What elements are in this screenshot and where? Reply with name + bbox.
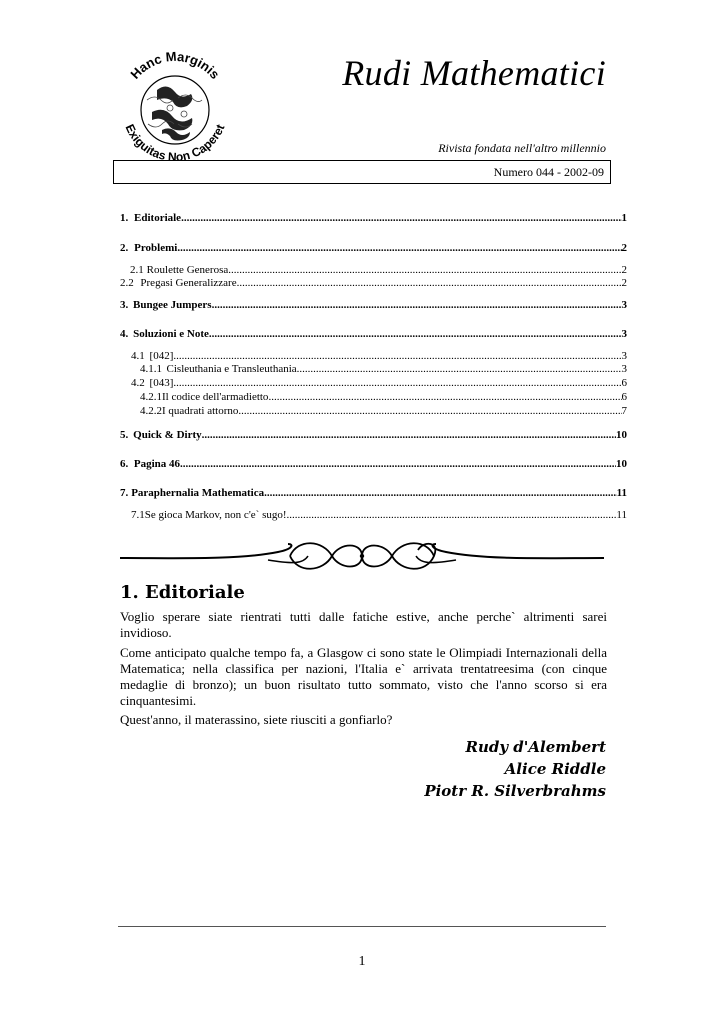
- toc-entry[interactable]: 4.2.1 Il codice dell'armadietto ..... 6: [120, 391, 627, 403]
- svg-text:Hanc Marginis: Hanc Marginis: [127, 50, 223, 82]
- signature-author: Piotr R. Silverbrahms: [424, 782, 606, 800]
- paragraph: Come anticipato qualche tempo fa, a Glasgow ci sono state le Olimpiadi Internazionali della Matematica; nella classifica per nazioni, l'Italia e` arrivata trentatreesima (con cinque medaglie di bronzo); un buon risultato tutto sommato, visto che l'anno scorso si era cinquantesimi.: [120, 645, 607, 708]
- toc-entry[interactable]: 1. Editoriale ..... 1: [120, 212, 627, 224]
- page-number: 1: [358, 954, 366, 969]
- toc-entry[interactable]: 4. Soluzioni e Note ..... 3: [120, 328, 627, 340]
- toc-entry[interactable]: 7. Paraphernalia Mathematica ..... 11: [120, 487, 627, 499]
- toc-entry[interactable]: 2. Problemi ..... 2: [120, 242, 627, 254]
- signature-author: Rudy d'Alembert: [465, 738, 606, 756]
- toc-entry[interactable]: 4.2.2 I quadrati attorno ..... 7: [120, 405, 627, 417]
- toc-entry[interactable]: 2.2 Pregasi Generalizzare ..... 2: [120, 277, 627, 289]
- issue-box: [113, 160, 611, 184]
- svg-text:Exiguitas Non Caperet: Exiguitas Non Caperet: [122, 122, 228, 165]
- issue-number: Numero 044 - 2002-09: [493, 165, 604, 179]
- toc-entry[interactable]: 4.1 [042] ..... 3: [120, 350, 627, 362]
- toc-entry[interactable]: 4.2 [043] ..... 6: [120, 377, 627, 389]
- footer-rule: [118, 926, 606, 927]
- toc-entry[interactable]: 7.1 Se gioca Markov, non c'e` sugo! ..... 11: [120, 509, 627, 521]
- signature-author: Alice Riddle: [504, 760, 606, 778]
- flourish-icon: [118, 534, 606, 578]
- toc-entry[interactable]: 2.1 Roulette Generosa ..... 2: [120, 264, 627, 276]
- toc-entry[interactable]: 5. Quick & Dirty ..... 10: [120, 429, 627, 441]
- paragraph: Voglio sperare siate rientrati tutti dalle fatiche estive, anche perche` altrimenti sarei invidioso.: [120, 609, 607, 640]
- toc-entry[interactable]: 6. Pagina 46 ..... 10: [120, 458, 627, 470]
- stamp-seal-icon: [112, 50, 238, 170]
- toc-entry[interactable]: 3. Bungee Jumpers ..... 3: [120, 299, 627, 311]
- journal-title: Rudi Mathematici: [342, 53, 606, 93]
- section-heading: 1. Editoriale: [120, 582, 245, 603]
- journal-subtitle: Rivista fondata nell'altro millennio: [438, 141, 606, 155]
- decorative-divider: [118, 534, 606, 578]
- paragraph: Quest'anno, il materassino, siete riusciti a gonfiarlo?: [120, 712, 393, 727]
- toc-entry[interactable]: 4.1.1 Cisleuthania e Transleuthania ..... 3: [120, 363, 627, 375]
- logo: [112, 50, 238, 170]
